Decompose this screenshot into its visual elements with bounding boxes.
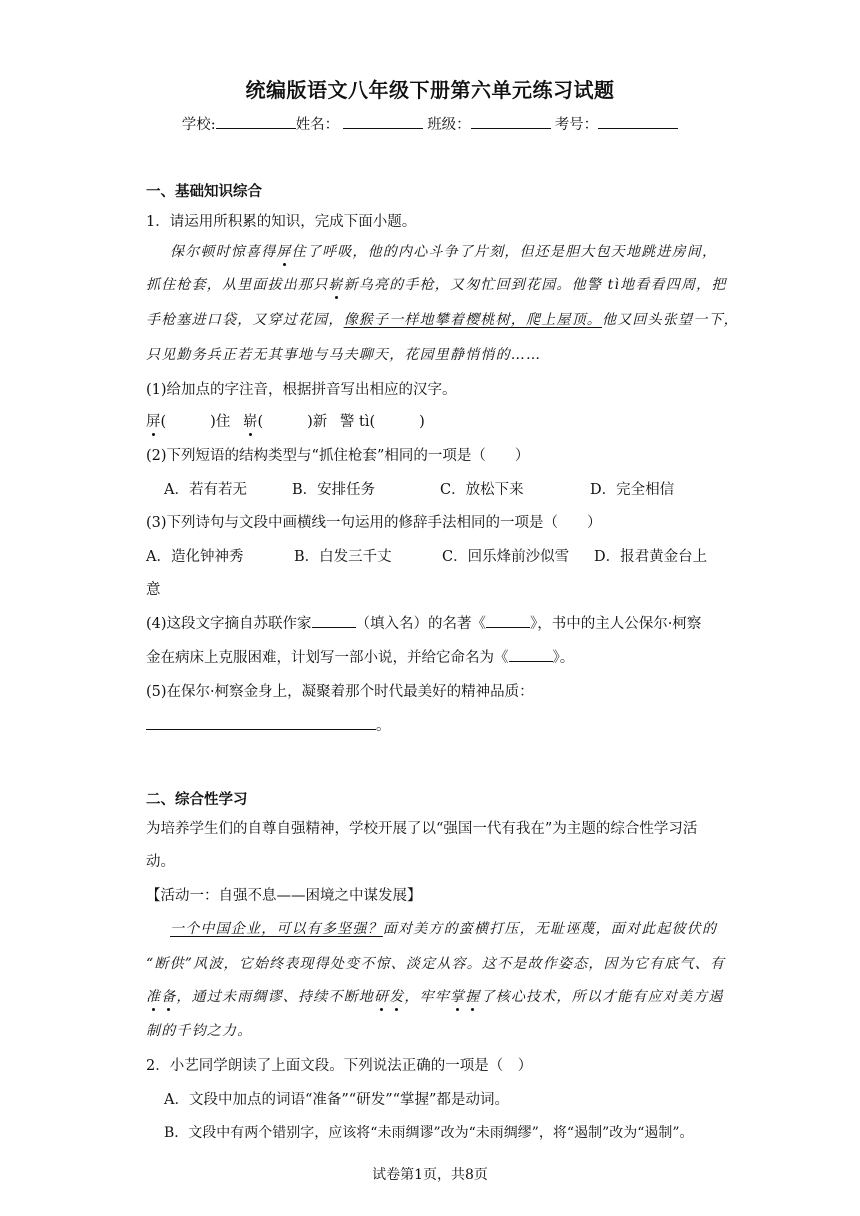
activity-heading: 【活动一：自强不息——困境之中谋发展】 <box>146 888 422 904</box>
option-a: A．若有若无 <box>164 482 247 498</box>
section-heading-1: 一、基础知识综合 <box>146 184 262 200</box>
sub-question-3-wrap: 意 <box>146 582 161 598</box>
option-c: C．放松下来 <box>440 482 524 498</box>
option-d: D．报君黄金台上 <box>594 549 708 565</box>
option-c: C．回乐烽前沙似雪 <box>442 549 570 565</box>
school-label: 学校: <box>181 117 216 133</box>
underlined-sentence: 像猴子一样地攀着樱桃树，爬上屋顶。 <box>343 312 603 328</box>
option-b: B．白发三千丈 <box>294 549 392 565</box>
section-2-intro-1: 为培养学生们的自尊自强精神，学校开展了以“强国一代有我在”为主题的综合性学习活 <box>146 821 698 837</box>
passage-2-line-4: 制的千钧之力。 <box>146 1023 253 1039</box>
sub-question-4-line-1: (4)这段文字摘自苏联作家 （填入名）的名著《 》，书中的主人公保尔·柯察 <box>146 612 714 633</box>
passage-2-line-2: “断供”风波，它始终表现得处变不惊、淡定从容。这不是故作姿态，因为它有底气、有 <box>146 956 726 972</box>
question-2-option-a: A．文段中加点的词语“准备”“研发”“掌握”都是动词。 <box>164 1092 509 1108</box>
passage-2-line-1: 一个中国企业，可以有多坚强？面对美方的蛮横打压，无耻诬蔑，面对此起彼伏的 <box>170 921 718 937</box>
option-a: A．造化钟神秀 <box>146 549 244 565</box>
section-2-intro-2: 动。 <box>146 854 175 870</box>
class-blank <box>471 114 551 129</box>
underlined-sentence: 一个中国企业，可以有多坚强？ <box>170 921 383 937</box>
passage-line-4: 只见勤务兵正若无其事地与马夫聊天，花园里静悄悄的…… <box>146 347 542 363</box>
dotted-char: 屏 <box>276 241 291 261</box>
sub-question-1: (1)给加点的字注音，根据拼音写出相应的汉字。 <box>146 382 457 398</box>
class-label: 班级： <box>427 117 471 133</box>
passage-line-1: 保尔顿时惊喜得屏住了呼吸，他的内心斗争了片刻，但还是胆大包天地跳进房间， <box>170 241 714 261</box>
sub-question-4-line-2: 金在病床上克服困难，计划写一部小说，并给它命名为《 》。 <box>146 646 714 667</box>
sub-question-2-options <box>164 478 714 499</box>
sub-question-5-answer: 。 <box>146 714 714 735</box>
question-2-stem: 2．小艺同学朗读了上面文段。下列说法正确的一项是（ ） <box>146 1058 533 1074</box>
page-footer: 试卷第1页，共8页 <box>372 1167 488 1183</box>
student-info-line <box>0 113 860 134</box>
question-1-stem: 1．请运用所积累的知识，完成下面小题。 <box>146 214 417 230</box>
novel-title-blank <box>509 647 553 662</box>
name-label: 姓名： <box>295 117 340 133</box>
option-b: B．安排任务 <box>292 482 376 498</box>
name-blank <box>343 114 423 129</box>
sub-question-3: (3)下列诗句与文段中画横线一句运用的修辞手法相同的一项是（ ） <box>146 515 602 531</box>
question-2-option-b: B．文段中有两个错别字，应该将“未雨绸谬”改为“未雨绸缪”，将“遏制”改为“遏制”。 <box>164 1125 694 1141</box>
dotted-char: 崭 <box>328 274 343 294</box>
passage-line-2: 抓住枪套，从里面拔出那只崭新乌亮的手枪，又匆忙回到花园。他警 tì地看看四周，把 <box>146 274 714 294</box>
exam-number-blank <box>598 114 678 129</box>
exam-title: 统编版语文八年级下册第六单元练习试题 <box>245 78 615 102</box>
section-heading-2: 二、综合性学习 <box>146 792 248 808</box>
school-blank <box>216 114 296 129</box>
answer-blank <box>146 715 376 730</box>
passage-2-line-3: 准备，通过未雨绸谬、持续不断地研发，牢牢掌握了核心技术，所以才能有应对美方遏 <box>146 986 714 1006</box>
exam-number-label: 考号： <box>554 117 599 133</box>
passage-line-3: 手枪塞进口袋，又穿过花园，像猴子一样地攀着樱桃树，爬上屋顶。他又回头张望一下， <box>146 312 739 328</box>
sub-question-1-blanks: 屏( )住 崭( )新 警 tì( ) <box>146 410 714 431</box>
sub-question-5: (5)在保尔·柯察金身上，凝聚着那个时代最美好的精神品质： <box>146 684 534 700</box>
sub-question-3-options <box>146 545 714 566</box>
book-title-blank <box>486 613 530 628</box>
author-blank <box>312 613 356 628</box>
option-d: D．完全相信 <box>590 482 675 498</box>
sub-question-2: (2)下列短语的结构类型与“抓住枪套”相同的一项是（ ） <box>146 448 530 464</box>
